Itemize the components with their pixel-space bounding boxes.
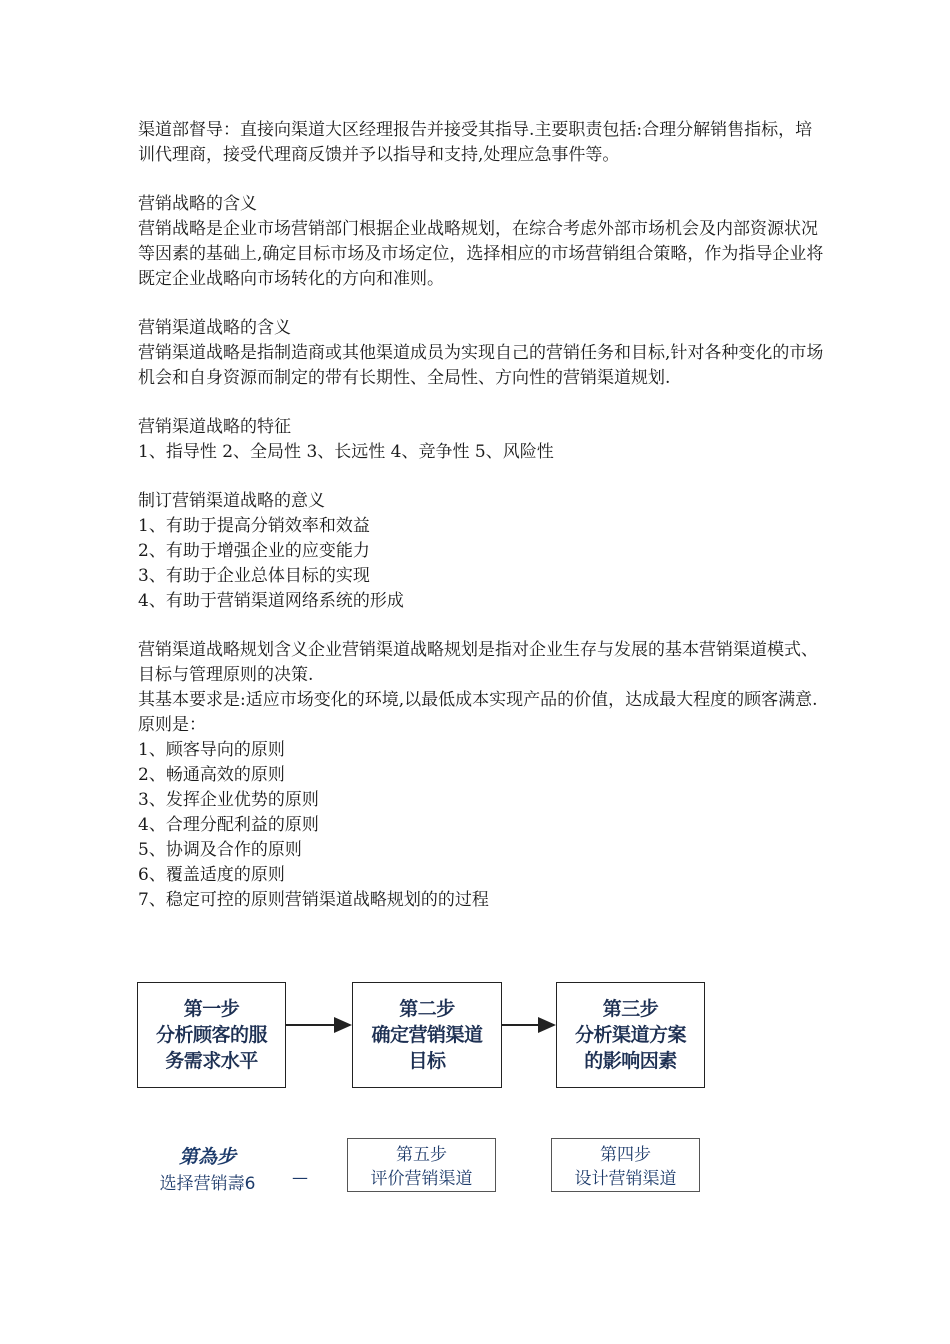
list-item: 4、有助于营销渠道网络系统的形成 [138,591,404,611]
list-item: 1、有助于提高分销效率和效益 [138,516,370,536]
step-3-line1: 分析渠道方案 [574,1024,686,1046]
section-heading: 营销渠道战略的含义 [138,318,291,338]
step-2-title: 第二步 [399,998,455,1020]
section-text: 营销渠道战略是指制造商或其他渠道成员为实现自己的营销任务和目标,针对各种变化的市场机会和自身资源而制定的带有长期性、全局性、方向性的营销渠道规划. [138,343,824,388]
step-1-box [137,982,286,1088]
section-heading: 营销战略的含义 [138,194,257,214]
section-heading: 制订营销渠道战略的意义 [138,491,325,511]
step-2-box [352,982,502,1088]
step-6-text: 选择营销壽6 [159,1174,256,1194]
list-item: 4、合理分配利益的原则 [138,815,319,835]
list-item: 3、有助于企业总体目标的实现 [138,566,370,586]
section-heading: 营销渠道战略的特征 [138,417,291,437]
section-text: 其基本要求是:适应市场变化的环境,以最低成本实现产品的价值，达成最大程度的顾客满意. [138,690,818,710]
step-2-line2: 目标 [408,1050,446,1072]
step-2-line1: 确定营销渠道 [371,1024,483,1046]
step-3-title: 第三步 [602,998,659,1020]
list-item: 2、畅通高效的原则 [138,765,285,785]
supervisor-text: 渠道部督导：直接向渠道大区经理报告并接受其指导.主要职责包括:合理分解销售指标，培训代理商，接受代理商反馈并予以指导和支持,处理应急事件等。 [138,120,813,165]
step-1-line2: 务需求水平 [165,1050,258,1072]
list-item: 3、发挥企业优势的原则 [138,790,319,810]
step-4-box [551,1138,700,1192]
step-5-text: 评价营销渠道 [370,1169,473,1189]
list-item: 2、有助于增强企业的应变能力 [138,541,370,561]
step-4-title: 第四步 [600,1145,651,1165]
list-item: 7、稳定可控的原则营销渠道战略规划的的过程 [138,890,489,910]
step-3-box [556,982,705,1088]
step-1-line1: 分析顾客的服 [155,1024,267,1046]
dash-connector: — [292,1168,308,1187]
section-heading: 原则是： [138,715,206,735]
list-item: 5、协调及合作的原则 [138,840,302,860]
section-text: 营销战略是企业市场营销部门根据企业战略规划，在综合考虑外部市场机会及内部资源状况等因素的基础上,确定目标市场及市场定位，选择相应的市场营销组合策略，作为指导企业将既定企业战略向市场转化的方向和准则。 [138,219,824,289]
list-item: 6、覆盖适度的原则 [138,865,285,885]
step-5-title: 第五步 [396,1145,447,1165]
step-6-label [140,1142,275,1194]
step-3-line2: 的影响因素 [584,1050,677,1072]
section-text: 营销渠道战略规划含义企业营销渠道战略规划是指对企业生存与发展的基本营销渠道模式、目标与管理原则的决策. [138,640,818,685]
step-1-title: 第一步 [183,998,240,1020]
step-5-box [347,1138,496,1192]
step-4-text: 设计营销渠道 [574,1169,677,1189]
step-6-title: 第為步 [178,1146,236,1168]
section-text: 1、指导性 2、全局性 3、长远性 4、竞争性 5、风险性 [138,442,554,462]
list-item: 1、顾客导向的原则 [138,740,285,760]
